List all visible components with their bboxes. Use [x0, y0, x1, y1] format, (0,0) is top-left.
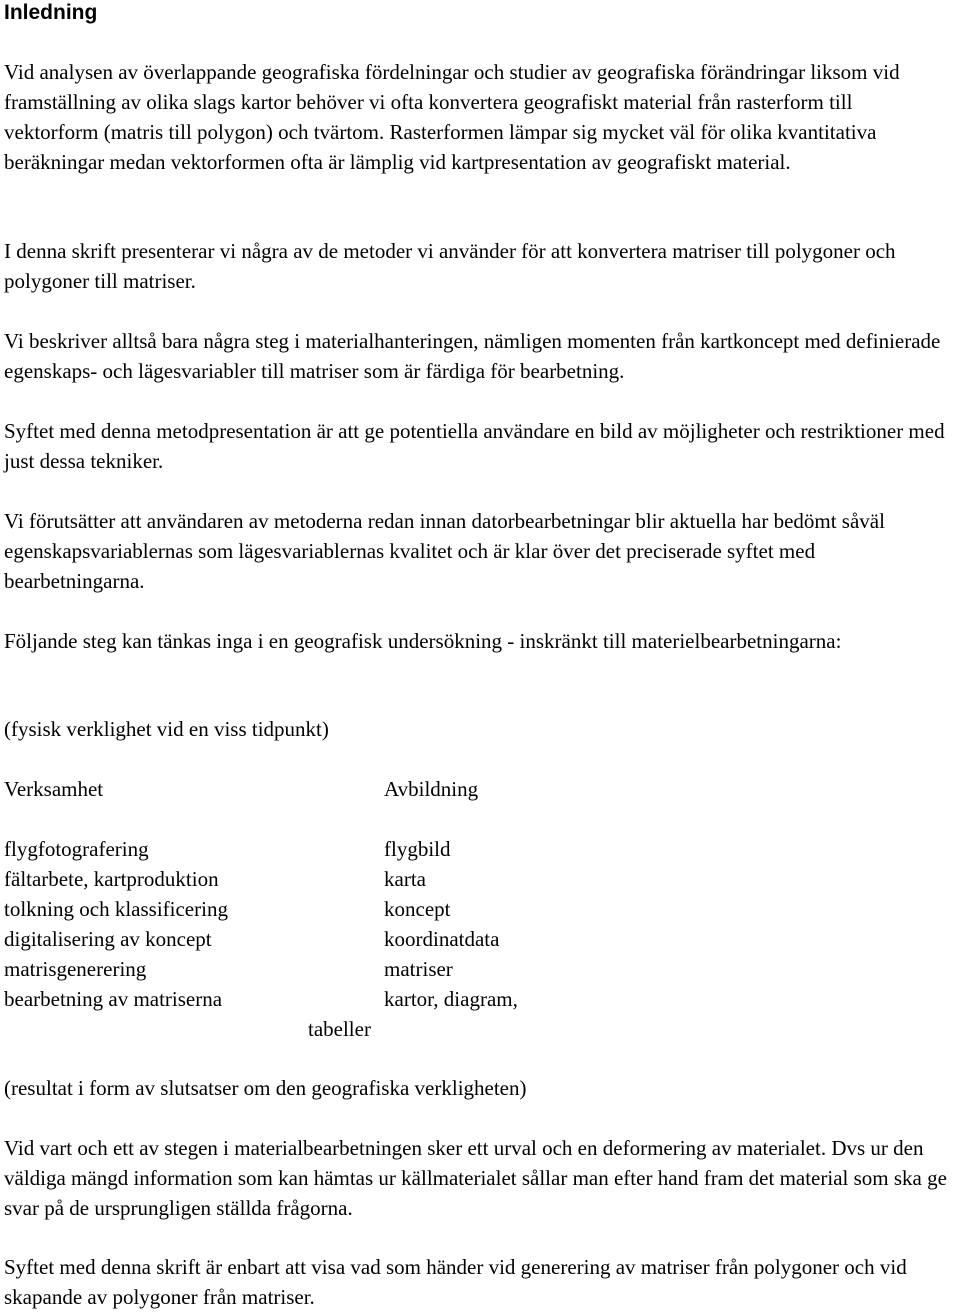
table-row	[4, 894, 704, 924]
result-cell: matriser	[384, 957, 453, 981]
result-cell: koncept	[384, 897, 451, 921]
paragraph-steps-intro: Följande steg kan tänkas inga i en geografisk undersökning - inskränkt till materielbearbetningarna:	[4, 629, 842, 653]
table-row	[4, 954, 704, 984]
paragraph-description: Vi beskriver alltså bara några steg i materialhanteringen, nämligen momenten från kartkoncept med definierade egenskaps- och lägesvariabler till matriser som är färdiga för bearbetning.	[4, 329, 941, 383]
paragraph-physical-reality: (fysisk verklighet vid en viss tidpunkt)	[4, 717, 329, 741]
activity-cell: digitalisering av koncept	[4, 927, 212, 951]
table-row	[4, 834, 704, 864]
result-cell-continuation: tabeller	[308, 1017, 371, 1041]
result-cell: flygbild	[384, 837, 451, 861]
paragraph-scope: I denna skrift presenterar vi några av de metoder vi använder för att konvertera matriser till polygoner och polygoner till matriser.	[4, 239, 896, 293]
table-row	[4, 984, 704, 1014]
activity-cell: bearbetning av matriserna	[4, 987, 223, 1011]
paragraph-intro: Vid analysen av överlappande geografiska fördelningar och studier av geografiska förändringar liksom vid framställning av olika slags kartor behöver vi ofta konvertera geografiskt material från rasterform till vektorform (matris till polygon) och tvärtom. Rasterformen lämpar sig mycket väl för olika kvantitativa beräkningar medan vektorformen ofta är lämplig vid kartpresentation av geografiskt material.	[4, 60, 900, 174]
activity-cell: fältarbete, kartproduktion	[4, 867, 219, 891]
paragraph-purpose: Syftet med denna metodpresentation är att ge potentiella användare en bild av möjligheter och restriktioner med just dessa tekniker.	[4, 419, 945, 473]
activity-cell: matrisgenerering	[4, 957, 147, 981]
paragraph-selection: Vid vart och ett av stegen i materialbearbetningen sker ett urval och en deformering av materialet. Dvs ur den väldiga mängd information som kan hämtas ur källmaterialet sållar man efter hand fram det material som ska ge svar på de ursprungligen ställda frågorna.	[4, 1136, 947, 1220]
section-heading: Inledning	[4, 1, 98, 24]
table-row	[4, 924, 704, 954]
steps-table-header	[4, 774, 704, 804]
result-cell: kartor, diagram,	[384, 987, 518, 1011]
result-cell: karta	[384, 867, 426, 891]
activity-cell: tolkning och klassificering	[4, 897, 228, 921]
header-activity: Verksamhet	[4, 777, 104, 801]
header-result: Avbildning	[384, 777, 479, 801]
paragraph-assumptions: Vi förutsätter att användaren av metoderna redan innan datorbearbetningar blir aktuella har bedömt såväl egenskapsvariablernas som lägesvariablernas kvalitet och är klar över det preciserade syftet med bearbetningarna.	[4, 509, 885, 593]
paragraph-results: (resultat i form av slutsatser om den geografiska verkligheten)	[4, 1076, 527, 1100]
table-row	[4, 864, 704, 894]
activity-cell: flygfotografering	[4, 837, 149, 861]
result-cell: koordinatdata	[384, 927, 500, 951]
paragraph-aim: Syftet med denna skrift är enbart att visa vad som händer vid generering av matriser från polygoner och vid skapande av polygoner från matriser.	[4, 1255, 907, 1309]
